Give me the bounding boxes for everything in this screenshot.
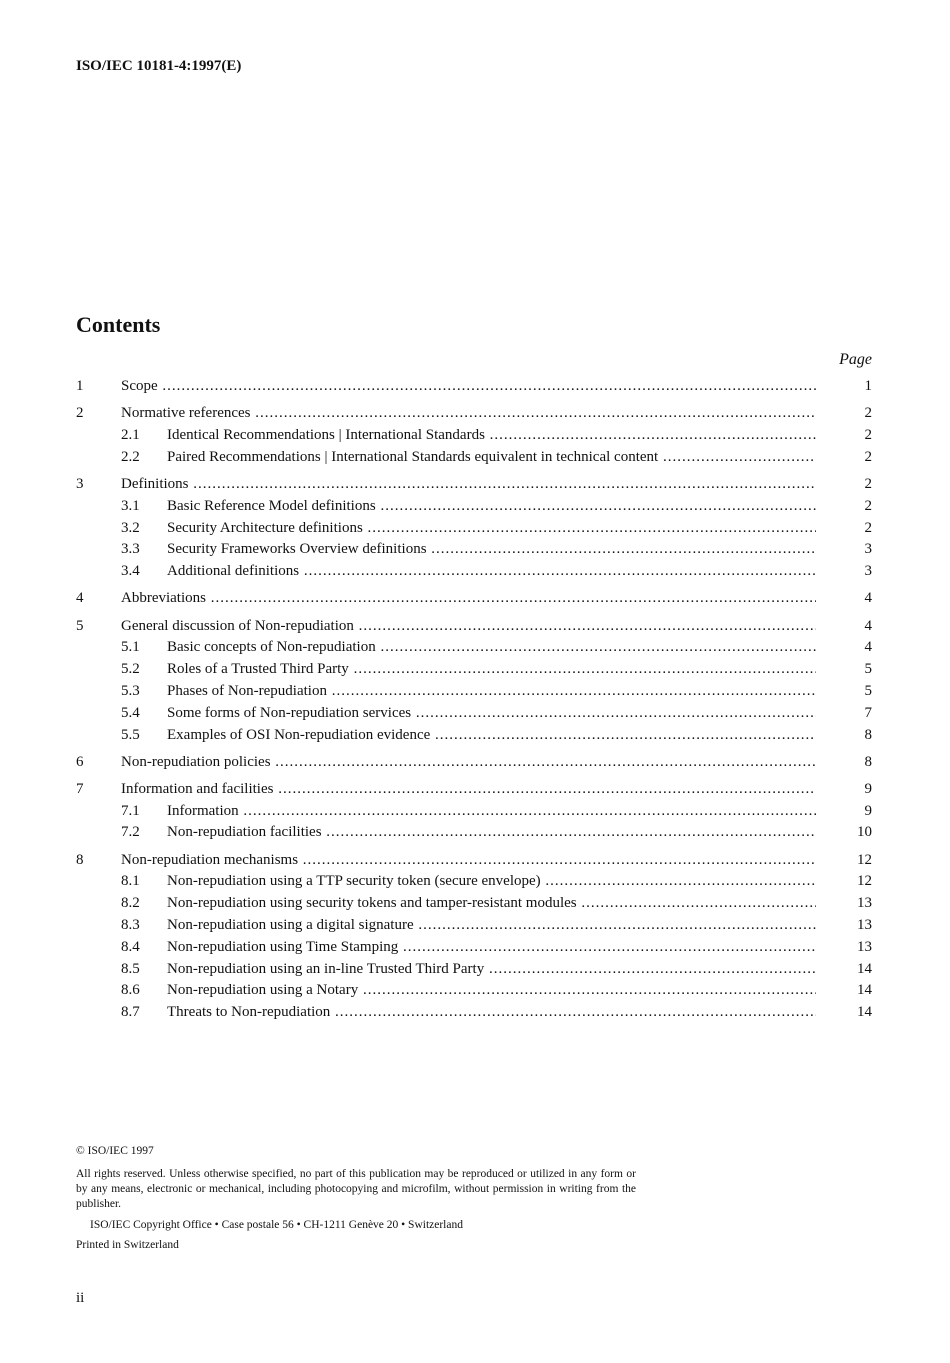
toc-entry-title: Additional definitions ..... — [167, 561, 816, 581]
toc-entry-page: 5 — [864, 661, 872, 678]
toc-entry-number: 5 — [76, 617, 84, 634]
toc-entry-number: 1 — [76, 378, 84, 394]
toc-entry-number: 3 — [76, 475, 84, 492]
toc-entry-number: 7.1 — [121, 802, 140, 819]
contents-title: Contents — [76, 312, 161, 337]
copyright-office-address: ISO/IEC Copyright Office • Case postale 56 • CH-1211 Genève 20 • Switzerland — [90, 1219, 463, 1231]
toc-entry[interactable] — [0, 871, 950, 893]
toc-entry-number: 8.4 — [121, 938, 140, 955]
toc-entry-page: 8 — [864, 726, 872, 743]
toc-entry-title: Definitions ..... — [121, 474, 816, 494]
toc-entry-page: 1 — [864, 378, 872, 394]
rights-statement: All rights reserved. Unless otherwise specified, no part of this publication may be reproduced or utilized in any form or by any means, electronic or mechanical, including photocopying and microfilm, without permission in writing from the publisher. — [76, 1168, 636, 1210]
toc-entry[interactable] — [0, 822, 950, 844]
toc-entry-page: 14 — [857, 1004, 872, 1021]
toc-entry-page: 4 — [864, 590, 872, 607]
toc-entry-page: 5 — [864, 682, 872, 699]
toc-entry[interactable] — [0, 703, 950, 725]
toc-entry-page: 3 — [864, 541, 872, 558]
toc-entry-page: 4 — [864, 639, 872, 656]
toc-entry-title: Phases of Non-repudiation ..... — [167, 681, 816, 701]
toc-entry[interactable] — [0, 915, 950, 937]
toc-entry-page: 2 — [864, 519, 872, 536]
toc-entry-title: Identical Recommendations | International Standards ..... — [167, 425, 816, 445]
toc-entry-number: 5.1 — [121, 639, 140, 656]
toc-entry-number: 3.2 — [121, 519, 140, 536]
toc-entry-title: Basic Reference Model definitions ..... — [167, 496, 816, 516]
toc-entry-number: 2.2 — [121, 448, 140, 465]
toc-entry-title: Normative references ..... — [121, 403, 816, 423]
toc-entry-page: 13 — [857, 895, 872, 912]
toc-entry[interactable] — [0, 893, 950, 915]
toc-entry-number: 8.6 — [121, 982, 140, 999]
toc-entry[interactable] — [0, 937, 950, 959]
toc-entry-number: 2 — [76, 405, 84, 422]
toc-entry-title: Information ..... — [167, 801, 816, 821]
toc-entry-number: 3.3 — [121, 541, 140, 558]
toc-entry-page: 2 — [864, 448, 872, 465]
copyright-footer — [76, 1144, 636, 1253]
toc-entry-number: 2.1 — [121, 426, 140, 443]
toc-entry[interactable] — [0, 752, 950, 774]
table-of-contents — [0, 376, 950, 1024]
toc-entry-page: 2 — [864, 497, 872, 514]
toc-entry-number: 8.5 — [121, 960, 140, 977]
toc-entry-page: 2 — [864, 405, 872, 422]
toc-entry-title: General discussion of Non-repudiation ..... — [121, 616, 816, 636]
toc-entry-title: Non-repudiation using a Notary ..... — [167, 980, 816, 1000]
toc-entry[interactable] — [0, 496, 950, 518]
toc-entry-number: 8 — [76, 851, 84, 868]
toc-entry-page: 12 — [857, 851, 872, 868]
toc-entry-title: Examples of OSI Non-repudiation evidence ..... — [167, 725, 816, 745]
toc-entry[interactable] — [0, 681, 950, 703]
printed-in: Printed in Switzerland — [76, 1239, 179, 1251]
toc-entry-title: Non-repudiation facilities ..... — [167, 822, 816, 842]
toc-entry[interactable] — [0, 447, 950, 469]
toc-entry[interactable] — [0, 561, 950, 583]
toc-entry-title: Non-repudiation policies ..... — [121, 752, 816, 772]
toc-entry-page: 13 — [857, 938, 872, 955]
toc-entry-title: Basic concepts of Non-repudiation ..... — [167, 637, 816, 657]
toc-entry-title: Non-repudiation using a digital signature ..... — [167, 915, 816, 935]
toc-entry-number: 8.1 — [121, 873, 140, 890]
toc-entry-title: Non-repudiation using security tokens and tamper-resistant modules ..... — [167, 893, 816, 913]
toc-entry-title: Non-repudiation using Time Stamping ..... — [167, 937, 816, 957]
toc-entry[interactable] — [0, 425, 950, 447]
toc-entry[interactable] — [0, 779, 950, 801]
toc-entry-title: Non-repudiation using a TTP security token (secure envelope) ..... — [167, 871, 816, 891]
toc-entry-page: 14 — [857, 960, 872, 977]
toc-entry-page: 2 — [864, 426, 872, 443]
toc-entry-page: 14 — [857, 982, 872, 999]
toc-entry-title: Security Architecture definitions ..... — [167, 518, 816, 538]
document-id-header: ISO/IEC 10181-4:1997(E) — [76, 58, 242, 74]
toc-entry-page: 9 — [864, 802, 872, 819]
page-number: ii — [76, 1290, 85, 1306]
toc-entry-number: 7 — [76, 780, 84, 797]
toc-entry-title: Security Frameworks Overview definitions ..... — [167, 539, 816, 559]
toc-entry-page: 13 — [857, 917, 872, 934]
toc-entry-page: 12 — [857, 873, 872, 890]
toc-entry[interactable] — [0, 659, 950, 681]
toc-entry-title: Paired Recommendations | International Standards equivalent in technical content ..... — [167, 447, 816, 467]
toc-entry-page: 2 — [864, 475, 872, 492]
toc-entry-title: Abbreviations ..... — [121, 588, 816, 608]
toc-entry-title: Scope ..... — [121, 376, 816, 396]
toc-entry-page: 7 — [864, 704, 872, 721]
toc-entry-page: 8 — [864, 753, 872, 770]
toc-entry[interactable] — [0, 959, 950, 981]
toc-entry[interactable] — [0, 588, 950, 610]
toc-entry[interactable] — [0, 474, 950, 496]
toc-entry-title: Roles of a Trusted Third Party ..... — [167, 659, 816, 679]
toc-entry[interactable] — [0, 1002, 950, 1024]
toc-entry[interactable] — [0, 801, 950, 823]
toc-entry-title: Some forms of Non-repudiation services ..... — [167, 703, 816, 723]
toc-entry-title: Non-repudiation using an in-line Trusted Third Party ..... — [167, 959, 816, 979]
toc-entry-number: 4 — [76, 590, 84, 607]
toc-entry[interactable] — [0, 980, 950, 1002]
toc-entry-page: 10 — [857, 824, 872, 841]
toc-entry-number: 5.2 — [121, 661, 140, 678]
toc-entry[interactable] — [0, 403, 950, 425]
toc-entry-title: Information and facilities ..... — [121, 779, 816, 799]
toc-entry[interactable] — [0, 539, 950, 561]
toc-entry[interactable] — [0, 850, 950, 872]
toc-entry[interactable] — [0, 637, 950, 659]
toc-entry-number: 5.4 — [121, 704, 140, 721]
copyright-line: © ISO/IEC 1997 — [76, 1145, 154, 1157]
toc-entry-page: 4 — [864, 617, 872, 634]
toc-entry[interactable] — [0, 725, 950, 747]
toc-entry[interactable] — [0, 518, 950, 540]
toc-entry-title: Threats to Non-repudiation ..... — [167, 1002, 816, 1022]
page-column-label: Page — [839, 351, 872, 368]
toc-entry-page: 3 — [864, 563, 872, 580]
toc-entry-number: 7.2 — [121, 824, 140, 841]
toc-entry-page: 9 — [864, 780, 872, 797]
toc-entry-number: 6 — [76, 753, 84, 770]
toc-entry-number: 8.3 — [121, 917, 140, 934]
toc-entry-number: 8.2 — [121, 895, 140, 912]
toc-entry[interactable] — [0, 376, 950, 398]
toc-entry-number: 3.1 — [121, 497, 140, 514]
toc-entry-title: Non-repudiation mechanisms ..... — [121, 850, 816, 870]
toc-entry-number: 5.5 — [121, 726, 140, 743]
toc-entry-number: 3.4 — [121, 563, 140, 580]
toc-entry-number: 8.7 — [121, 1004, 140, 1021]
toc-entry-number: 5.3 — [121, 682, 140, 699]
toc-entry[interactable] — [0, 616, 950, 638]
